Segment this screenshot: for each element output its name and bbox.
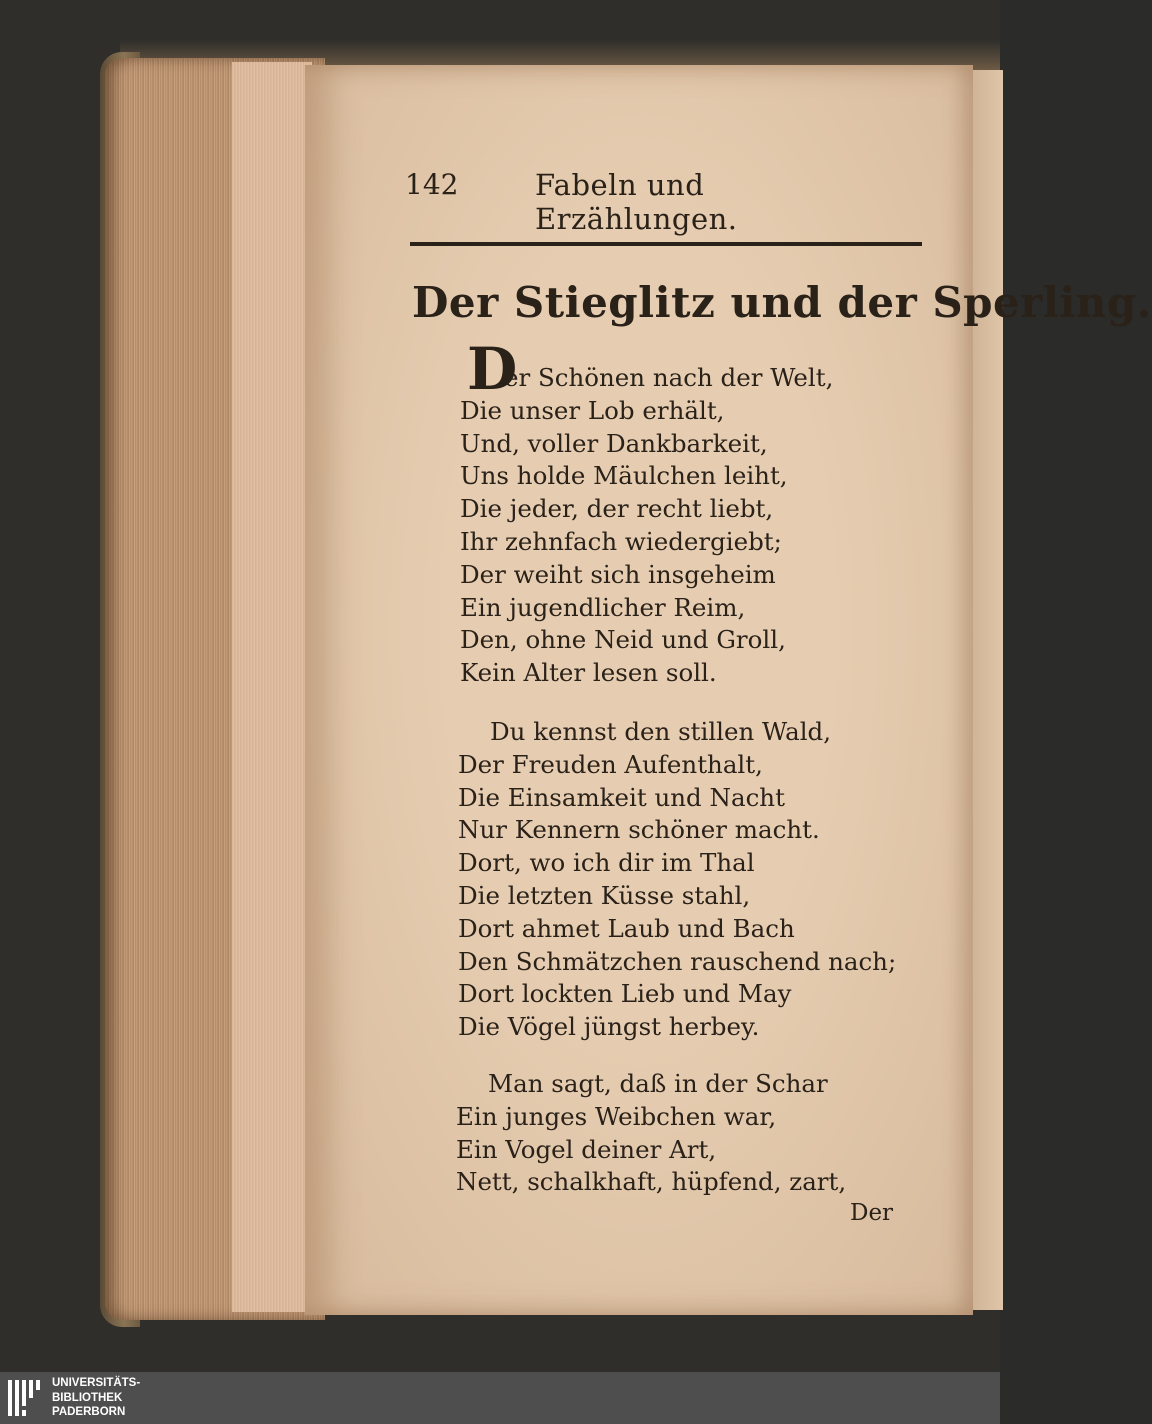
drop-cap: D	[467, 335, 518, 403]
library-logo-icon	[6, 1376, 46, 1420]
catchword: Der	[850, 1200, 894, 1226]
stanza-3	[456, 1068, 846, 1199]
library-footer	[0, 1372, 1000, 1424]
poem-line: Ihr zehnfach wiedergiebt;	[460, 526, 782, 556]
poem-line: Dort, wo ich dir im Thal	[458, 848, 755, 878]
poem-line: Kein Alter lesen soll.	[460, 658, 717, 688]
running-head	[405, 168, 905, 236]
poem-line: Uns holde Mäulchen leiht,	[460, 461, 788, 491]
poem-title: Der Stieglitz und der Sperling.	[412, 278, 1152, 327]
header-rule	[410, 242, 922, 246]
poem-line: Du kennst den stillen Wald,	[490, 717, 832, 746]
library-name-line: UNIVERSITÄTS-	[52, 1377, 141, 1389]
first-line-text: er Schönen nach der Welt,	[504, 363, 834, 392]
stacked-pages	[232, 62, 312, 1312]
page-number: 142	[405, 168, 459, 201]
running-title: Fabeln und Erzählungen.	[535, 168, 738, 236]
poem-line: Nett, schalkhaft, hüpfend, zart,	[456, 1167, 847, 1197]
poem-line	[460, 335, 834, 403]
poem-line: Die letzten Küsse stahl,	[458, 880, 751, 910]
library-name	[52, 1376, 140, 1420]
poem-line: Die jeder, der recht liebt,	[460, 494, 774, 524]
library-name-line: BIBLIOTHEK	[52, 1391, 123, 1404]
poem-line: Die Einsamkeit und Nacht	[458, 782, 785, 812]
poem-line: Der Freuden Aufenthalt,	[458, 749, 763, 779]
poem-line: Der weiht sich insgeheim	[460, 559, 776, 589]
poem-line: Ein Vogel deiner Art,	[456, 1134, 717, 1164]
poem-line: Und, voller Dankbarkeit,	[460, 428, 768, 458]
poem-line: Ein jugendlicher Reim,	[460, 592, 746, 622]
stanza-2	[458, 716, 896, 1044]
library-name-line: PADERBORN	[52, 1406, 126, 1418]
poem-line: Die Vögel jüngst herbey.	[458, 1012, 760, 1042]
stanza-1	[460, 335, 834, 723]
poem-line: Ein junges Weibchen war,	[456, 1101, 777, 1131]
poem-line: Den Schmätzchen rauschend nach;	[458, 946, 897, 976]
poem-line: Dort lockten Lieb und May	[458, 979, 792, 1009]
poem-line: Die unser Lob erhält,	[460, 395, 725, 425]
poem-line: Nur Kennern schöner macht.	[458, 815, 820, 845]
poem-line: Den, ohne Neid und Groll,	[460, 625, 786, 655]
poem-line: Dort ahmet Laub und Bach	[458, 913, 795, 943]
poem-line: Man sagt, daß in der Schar	[488, 1069, 828, 1098]
